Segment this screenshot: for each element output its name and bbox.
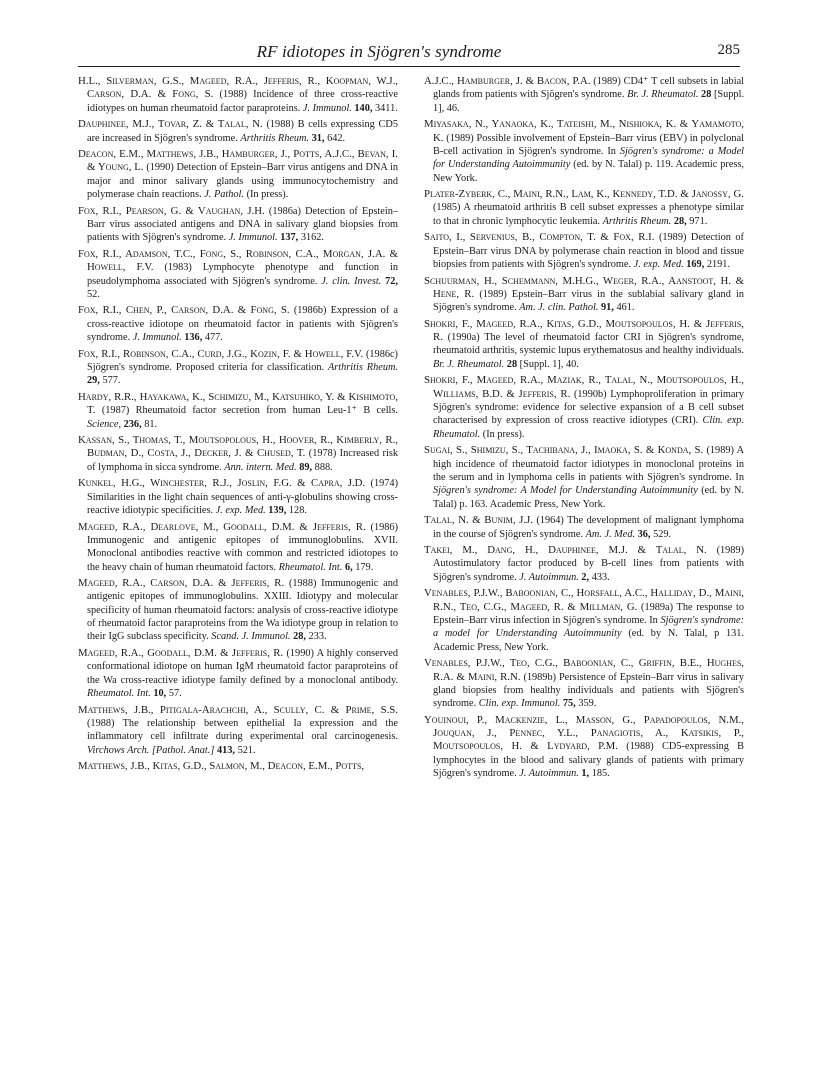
reference-text: (1986a) Detection of Epstein–Barr virus associated antigens and DNA in salivary gland biopsies from patients with Sjögren's syndrome. (87, 205, 398, 244)
reference-pages: (ed. by N. Talal) p. 163. Academic Press, New York. (433, 485, 745, 510)
reference-entry (424, 657, 744, 710)
reference-journal: Arthritis Rheum. (327, 362, 398, 373)
reference-authors: Plater-Zyberk, C., Maini, R.N., Lam, K., Kennedy, T.D. & Janossy, G. (424, 188, 744, 201)
reference-journal: Am. J. clin. Pathol. (519, 302, 599, 314)
reference-journal: Sjögren's syndrome: a model for Understanding Autoimmunity (433, 614, 744, 640)
reference-authors: Sugai, S., Shimizu, S., Tachibana, J., Imaoka, S. & Konda, S. (424, 444, 704, 457)
reference-pages: (ed. by N. Talal) p. 119. Academic press, New York. (433, 159, 744, 184)
reference-authors: Venables, P.J.W., Teo, C.G., Baboonian, C., Griffin, B.E., Hughes, R.A. & Maini, R.N. (424, 657, 744, 683)
reference-entry (78, 248, 398, 301)
reference-volume: 72, (385, 275, 398, 287)
reference-entry (424, 318, 744, 371)
reference-text: (1988) Immunogenic and antigenic epitopes of immunoglobulins. XXIII. Idiotypy and molecular specificity of human rheumatoid factors: analysis of cross-reactive idiotype of rheumatoid factor paraproteins from the Wa idiotype group in relation to their IgG subclass specificity. (87, 578, 398, 643)
reference-entry (78, 477, 398, 517)
reference-entry (424, 118, 744, 185)
reference-authors: Schuurman, H., Schemmann, M.H.G., Weger, R.A., Aanstoot, H. & Hene, R. (424, 274, 744, 300)
reference-authors: Mageed, R.A., Goodall, D.M. & Jefferis, R. (78, 647, 284, 659)
reference-entry (424, 544, 744, 584)
reference-entry (424, 514, 744, 541)
reference-volume: 89, (299, 461, 313, 473)
reference-volume: 413, (216, 744, 235, 756)
reference-text: (1989) Detection of Epstein–Barr virus DNA by polymerase chain reaction in blood and tissue biopsies from patients with Sjögren's syndrome. (433, 232, 744, 271)
reference-volume: 91, (601, 302, 614, 314)
reference-entry (78, 304, 398, 344)
reference-pages: 433. (591, 571, 610, 583)
reference-volume: 28, (673, 215, 687, 227)
reference-pages: 477. (204, 332, 223, 344)
reference-pages: (In press). (246, 189, 289, 201)
reference-pages: [Suppl. 1], 46. (433, 89, 745, 114)
reference-authors: Fox, R.I., Chen, P., Carson, D.A. & Fong, S. (78, 304, 290, 317)
reference-pages: 179. (355, 561, 374, 573)
reference-text: (1990b) Lymphoproliferation in primary Sjögren's syndrome: evidence for selective expansion of a B cell subset characterised by expression of cross reactive idiotypes (CRI). (433, 388, 745, 427)
reference-authors: Saito, I., Servenius, B., Compton, T. & Fox, R.I. (424, 231, 655, 244)
reference-journal: Sjögren's syndrome: a Model for Understanding Autoimmunity (433, 145, 745, 171)
reference-journal: Arthritis Rheum. (240, 132, 310, 144)
reference-text: (1986b) Expression of a cross-reactive idiotope on rheumatoid factor in patients with Sjögren's syndrome. (87, 305, 398, 344)
reference-text: (1988) B cells expressing CD5 are increased in Sjögren's syndrome. (87, 119, 398, 144)
reference-volume: 2, (581, 571, 590, 583)
reference-journal: J. Pathol. (204, 189, 244, 201)
reference-journal: Ann. intern. Med. (224, 461, 297, 473)
reference-authors: Matthews, J.B., Pitigala-Arachchi, A., Scully, C. & Prime, S.S. (78, 703, 398, 716)
reference-entry (78, 205, 398, 245)
reference-authors: Deacon, E.M., Matthews, J.B., Hamburger, J., Potts, A.J.C., Bevan, I. & Young, L. (78, 148, 398, 174)
reference-text: (1985) A rheumatoid arthritis B cell subset expresses a phenotype similar to that in chronic lymphocytic leukemia. (433, 202, 744, 227)
reference-authors: Kunkel, H.G., Winchester, R.J., Joslin, F.G. & Capra, J.D. (78, 477, 366, 490)
reference-text: (1986) Immunogenic and antigenic epitopes of immunoglobulins. XVII. Monoclonal antibodies reactive with common and restricted idiotopes to the heavy chain of human rheumatoid factors. (87, 521, 398, 573)
reference-authors: Venables, P.J.W., Baboonian, C., Horsfall, A.C., Halliday, D., Maini, R.N., Teo, C.G., Mageed, R. & Millman, G. (424, 587, 744, 613)
reference-pages: [Suppl. 1], 40. (519, 358, 579, 370)
reference-volume: 136, (184, 332, 203, 344)
reference-entry (78, 118, 398, 145)
reference-authors: Fox, R.I., Pearson, G. & Vaughan, J.H. (78, 204, 265, 217)
reference-entry (78, 647, 398, 700)
reference-entry (424, 714, 744, 781)
reference-text: (1987) Rheumatoid factor secretion from human Leu-1⁺ B cells. (101, 405, 398, 417)
reference-column-right (424, 75, 744, 784)
reference-authors: H.L., Silverman, G.S., Mageed, R.A., Jefferis, R., Koopman, W.J., Carson, D.A. & Fong, S. (78, 75, 398, 101)
reference-volume: 169, (686, 259, 705, 271)
page-number: 285 (717, 42, 740, 58)
reference-text: (1989a) The response to Epstein–Barr virus infection in Sjögren's syndrome. In (433, 601, 744, 626)
reference-volume: 31, (311, 132, 325, 144)
reference-authors: Kassan, S., Thomas, T., Moutsopolous, H., Hoover, R., Kimberly, R., Budman, D., Costa, J., Decker, J. & Chused, T. (78, 434, 398, 460)
running-header (78, 40, 740, 67)
reference-pages: 81. (144, 418, 158, 430)
reference-volume: 140, (354, 102, 373, 114)
reference-entry (78, 391, 398, 431)
reference-pages: 57. (168, 688, 182, 700)
reference-entry (424, 231, 744, 271)
reference-pages: 359. (578, 698, 597, 710)
reference-journal: Scand. J. Immunol. (211, 631, 291, 643)
reference-entry (78, 148, 398, 201)
reference-entry (78, 434, 398, 474)
reference-pages: 461. (616, 302, 635, 314)
reference-authors: A.J.C., Hamburger, J. & Bacon, P.A. (424, 75, 591, 87)
reference-journal: J. Autoimmun. (519, 768, 579, 780)
reference-text: (1983) Lymphocyte phenotype and function in pseudolymphoma associated with Sjögren's syndrome. (87, 262, 398, 287)
reference-journal: J. clin. Invest. (321, 275, 382, 287)
reference-volume: 10, (153, 688, 167, 700)
reference-authors: Fox, R.I., Adamson, T.C., Fong, S., Robinson, C.A., Morgan, J.A. & Howell, F.V. (78, 247, 398, 274)
reference-authors: Matthews, J.B., Kitas, G.D., Salmon, M., Deacon, E.M., Potts, (78, 760, 365, 773)
reference-journal: Science, (87, 418, 122, 430)
reference-text: (1989) CD4⁺ T cell subsets in labial glands from patients with Sjögren's syndrome. (433, 76, 744, 101)
reference-journal: J. Immunol. (132, 332, 182, 344)
reference-pages: 521. (237, 744, 256, 756)
reference-pages: 577. (102, 375, 121, 387)
reference-text: (1974) Similarities in the light chain sequences of anti-γ-globulins showing cross-reactive idiotypic specificities. (87, 478, 398, 516)
reference-volume: 137, (280, 232, 299, 244)
reference-pages: 888. (314, 461, 333, 473)
reference-volume: 36, (637, 528, 651, 540)
reference-journal: Virchows Arch. [Pathol. Anat.] (87, 744, 215, 756)
reference-journal: J. Autoimmun. (519, 571, 579, 583)
reference-pages: 642. (327, 132, 346, 144)
reference-journal: Arthritis Rheum. (602, 215, 672, 227)
reference-journal: Clin. exp. Rheumatol. (433, 415, 744, 440)
reference-journal: Clin. exp. Immunol. (478, 698, 561, 710)
reference-entry (424, 275, 744, 315)
reference-entry (78, 577, 398, 644)
reference-pages: 52. (87, 288, 100, 300)
reference-pages: 233. (308, 631, 327, 643)
reference-authors: Fox, R.I., Robinson, C.A., Curd, J.G., Kozin, F. & Howell, F.V. (78, 347, 364, 360)
reference-volume: 139, (268, 505, 287, 516)
reference-volume: 28 (701, 89, 712, 101)
reference-pages: (ed. by N. Talal, p 131. Academic Press, New York. (433, 628, 744, 653)
reference-volume: 29, (87, 375, 100, 387)
reference-text: (1988) Incidence of three cross-reactive idiotypes on human rheumatoid factor paraproteins. (87, 89, 398, 114)
reference-entry (424, 75, 744, 115)
reference-authors: Talal, N. & Bunim, J.J. (424, 514, 533, 527)
reference-journal: J. Immunol. (228, 232, 278, 244)
reference-journal: J. exp. Med. (215, 505, 266, 516)
reference-journal: J. Immunol. (302, 102, 352, 114)
reference-authors: Shokri, F., Mageed, R.A., Kitas, G.D., Moutsopoulos, H. & Jefferis, R. (424, 317, 744, 344)
reference-journal: Br. J. Rheumatol. (627, 89, 699, 101)
reference-text: (1989) Possible involvement of Epstein–Barr virus (EBV) in polyclonal B-cell activation in Sjögren's syndrome. In (433, 132, 745, 157)
reference-pages: 3411. (375, 102, 398, 114)
reference-volume: 75, (562, 698, 576, 710)
reference-volume: 28, (293, 631, 306, 643)
reference-text: (1990a) The level of rheumatoid factor CRI in Sjögren's syndrome, rheumatoid arthritis, systemic lupus erythematosus and healthy individuals. (433, 332, 744, 357)
reference-journal: J. exp. Med. (633, 259, 684, 271)
reference-journal: Rheumatol. Int. (278, 561, 343, 573)
reference-volume: 236, (123, 418, 142, 430)
reference-authors: Youinoui, P., Mackenzie, L., Masson, G., Papadopoulos, N.M., Jouquan, J., Pennec, Y.L., Panagiotis, A., Katsikis, P., Moutsopoulos, H. & Lydyard, P.M. (424, 713, 744, 753)
reference-journal: Rheumatol. Int. (87, 688, 151, 700)
reference-column-left (78, 75, 398, 777)
running-title: RF idiotopes in Sjögren's syndrome (256, 42, 502, 61)
reference-authors: Shokri, F., Mageed, R.A., Maziak, R., Talal, N., Moutsopoulos, H., Williams, B.D. & Jefferis, R. (424, 374, 744, 400)
reference-text: (1989) Autostimulatory factor produced by B-cell lines from patients with Sjögren's syndrome. (433, 545, 745, 583)
reference-text: (1988) CD5-expressing B lymphocytes in the blood and salivary glands of patients with primary Sjögren's syndrome. (433, 741, 744, 780)
reference-authors: Takei, M., Dang, H., Dauphinee, M.J. & Talal, N. (424, 544, 707, 557)
reference-pages: 529. (653, 528, 672, 540)
reference-pages: 971. (689, 215, 708, 227)
reference-entry (78, 75, 398, 115)
reference-authors: Hardy, R.R., Hayakawa, K., Schimizu, M., Katsuhiko, Y. & Kishimoto, T. (78, 390, 398, 417)
reference-journal: Am. J. Med. (585, 528, 636, 540)
reference-entry (424, 587, 744, 654)
reference-authors: Dauphinee, M.J., Tovar, Z. & Talal, N. (78, 118, 263, 131)
reference-volume: 28 (506, 358, 518, 370)
reference-pages: 3162. (300, 232, 324, 244)
reference-authors: Mageed, R.A., Carson, D.A. & Jefferis, R. (78, 577, 285, 590)
reference-pages: 128. (288, 505, 307, 516)
reference-pages: (In press). (482, 428, 525, 440)
reference-volume: 1, (581, 768, 590, 780)
reference-entry (78, 521, 398, 574)
reference-entry (78, 704, 398, 757)
reference-entry (78, 348, 398, 388)
reference-entry (424, 444, 744, 511)
reference-text: (1988) The relationship between epithelial Ia expression and the inflammatory cell infiltrate during experimental oral carcinogenesis. (87, 717, 398, 743)
reference-text: (1978) Increased risk of lymphoma in sicca syndrome. (87, 448, 398, 473)
reference-entry (424, 374, 744, 441)
reference-text: (1990) A highly conserved conformational idiotope on human IgM rheumatoid factor paraproteins of the Wa cross-reactive idiotype family defined by a monoclonal antibody. (87, 648, 399, 686)
reference-volume: 6, (344, 561, 353, 573)
reference-text: (1989) A high incidence of rheumatoid factor idiotypes in monoclonal proteins in the serum and in lymphoma cells in patients with Sjögren's syndrome. In (433, 445, 745, 483)
reference-entry (78, 760, 398, 773)
reference-text: (1990) Detection of Epstein–Barr virus antigens and DNA in major and minor salivary glands using immunocytochemistry and polymerase chain reactions. (87, 162, 399, 201)
reference-text: (1986c) Sjögren's syndrome. Proposed criteria for classification. (87, 348, 398, 373)
reference-text: (1989) Epstein–Barr virus in the sublabial salivary gland in Sjögren's syndrome. (433, 288, 744, 314)
reference-pages: 2191. (706, 259, 731, 271)
reference-text: (1989b) Persistence of Epstein–Barr virus in salivary gland biopsies from healthy individuals and patients with Sjögren's syndrome. (433, 671, 744, 710)
reference-pages: 185. (591, 768, 610, 780)
reference-authors: Miyasaka, N., Yanaoka, K., Tateishi, M., Nishioka, K. & Yamamoto, K. (424, 118, 744, 144)
reference-journal: Sjögren's syndrome: A Model for Understanding Autoimmunity (433, 485, 698, 497)
reference-text: (1964) The development of malignant lymphoma in the course of Sjögren's syndrome. (433, 515, 744, 540)
reference-journal: Br. J. Rheumatol. (433, 358, 505, 370)
reference-entry (424, 188, 744, 228)
reference-authors: Mageed, R.A., Dearlove, M., Goodall, D.M. & Jefferis, R. (78, 520, 366, 533)
